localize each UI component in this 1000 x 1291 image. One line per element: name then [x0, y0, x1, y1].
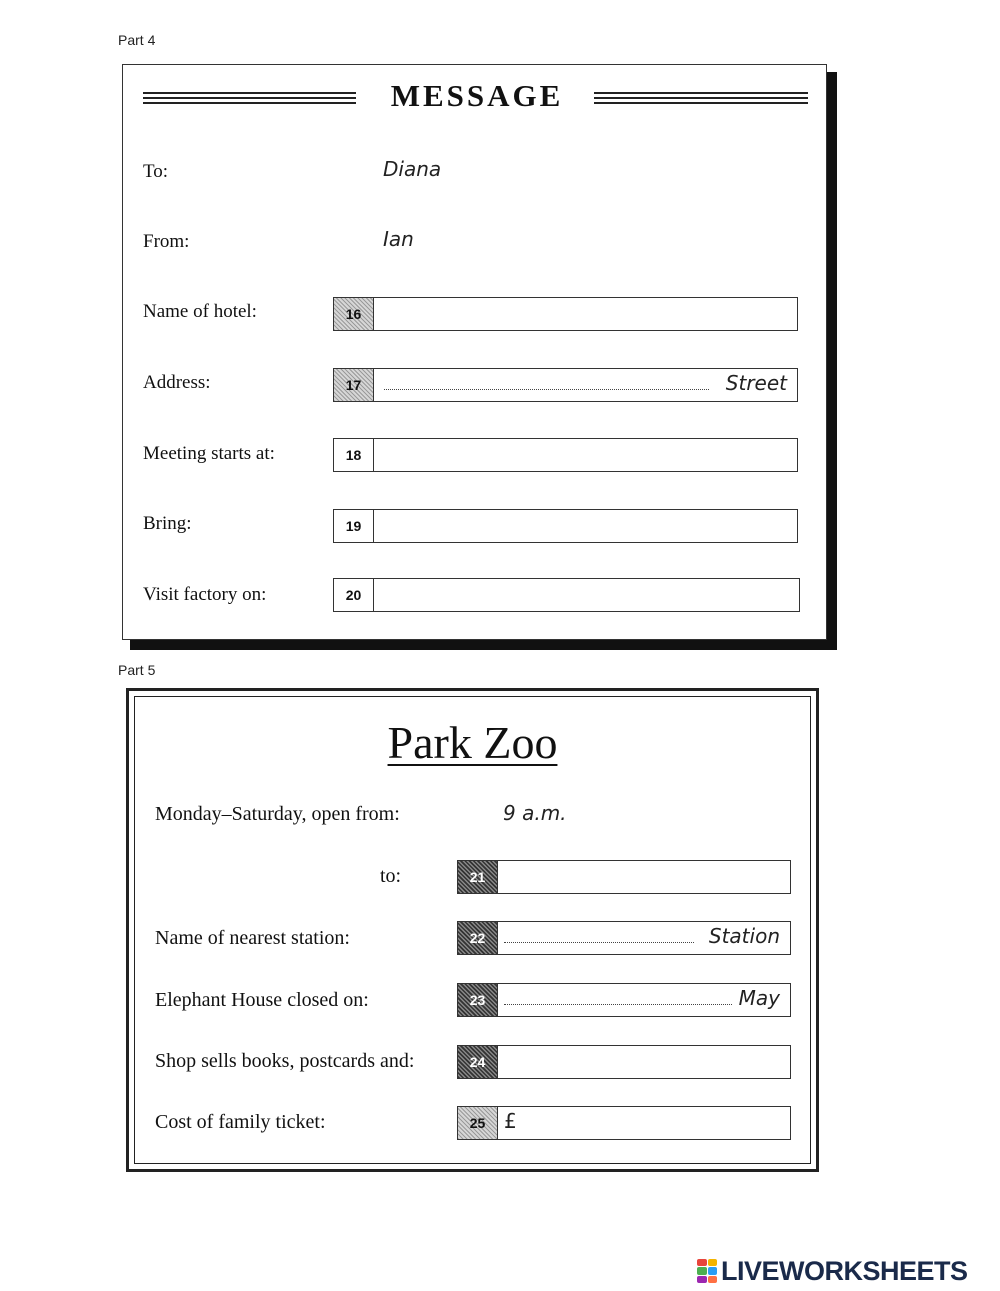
closing-time-label: to:	[380, 865, 402, 887]
logo-block	[708, 1259, 718, 1266]
question-number-18: 18	[334, 439, 374, 471]
open-from-label: Monday–Saturday, open from:	[155, 803, 400, 825]
part-4-label: Part 4	[118, 32, 156, 48]
question-number-24: 24	[458, 1046, 498, 1078]
ticket-cost-label: Cost of family ticket:	[155, 1111, 326, 1133]
logo-block	[697, 1259, 707, 1266]
hotel-label: Name of hotel:	[143, 301, 257, 322]
message-title: MESSAGE	[390, 78, 564, 113]
to-label: To:	[143, 161, 169, 182]
from-label: From:	[143, 231, 190, 252]
park-zoo-card	[126, 688, 819, 1172]
answer-field-23[interactable]	[457, 983, 791, 1017]
month-suffix: May	[738, 986, 780, 1010]
question-number-25: 25	[458, 1107, 498, 1139]
to-value: Diana	[383, 157, 442, 181]
question-number-23: 23	[458, 984, 498, 1016]
title-rule-right	[594, 92, 808, 107]
question-number-22: 22	[458, 922, 498, 954]
question-number-16: 16	[334, 298, 374, 330]
logo-block	[708, 1267, 718, 1274]
shop-label: Shop sells books, postcards and:	[155, 1050, 415, 1072]
park-zoo-inner-border	[134, 696, 811, 1164]
answer-field-19[interactable]	[333, 509, 798, 543]
from-value: Ian	[383, 227, 414, 251]
logo-block	[697, 1267, 707, 1274]
address-label: Address:	[143, 372, 211, 393]
question-number-19: 19	[334, 510, 374, 542]
address-suffix: Street	[725, 371, 787, 395]
answer-field-25[interactable]	[457, 1106, 791, 1140]
title-rule-left	[143, 92, 356, 107]
pound-sign: £	[504, 1109, 517, 1133]
dotted-line	[504, 1004, 732, 1005]
logo-text: LIVEWORKSHEETS	[721, 1255, 968, 1286]
answer-field-18[interactable]	[333, 438, 798, 472]
part-5-label: Part 5	[118, 662, 156, 678]
liveworksheets-logo	[697, 1256, 968, 1286]
factory-label: Visit factory on:	[143, 584, 267, 605]
answer-field-17[interactable]	[333, 368, 798, 402]
message-card	[122, 64, 827, 640]
question-number-17: 17	[334, 369, 374, 401]
question-number-20: 20	[334, 579, 374, 611]
park-zoo-title: Park Zoo	[387, 717, 558, 768]
answer-field-16[interactable]	[333, 297, 798, 331]
answer-field-24[interactable]	[457, 1045, 791, 1079]
bring-label: Bring:	[143, 513, 192, 534]
logo-block	[697, 1276, 707, 1283]
dotted-line	[384, 389, 709, 390]
answer-field-21[interactable]	[457, 860, 791, 894]
meeting-label: Meeting starts at:	[143, 443, 275, 464]
question-number-21: 21	[458, 861, 498, 893]
open-from-value: 9 a.m.	[503, 801, 567, 825]
logo-block	[708, 1276, 718, 1283]
logo-icon	[697, 1259, 717, 1283]
elephant-house-label: Elephant House closed on:	[155, 989, 369, 1011]
station-label: Name of nearest station:	[155, 927, 350, 949]
answer-field-22[interactable]	[457, 921, 791, 955]
station-suffix: Station	[708, 924, 780, 948]
dotted-line	[504, 942, 694, 943]
answer-field-20[interactable]	[333, 578, 800, 612]
